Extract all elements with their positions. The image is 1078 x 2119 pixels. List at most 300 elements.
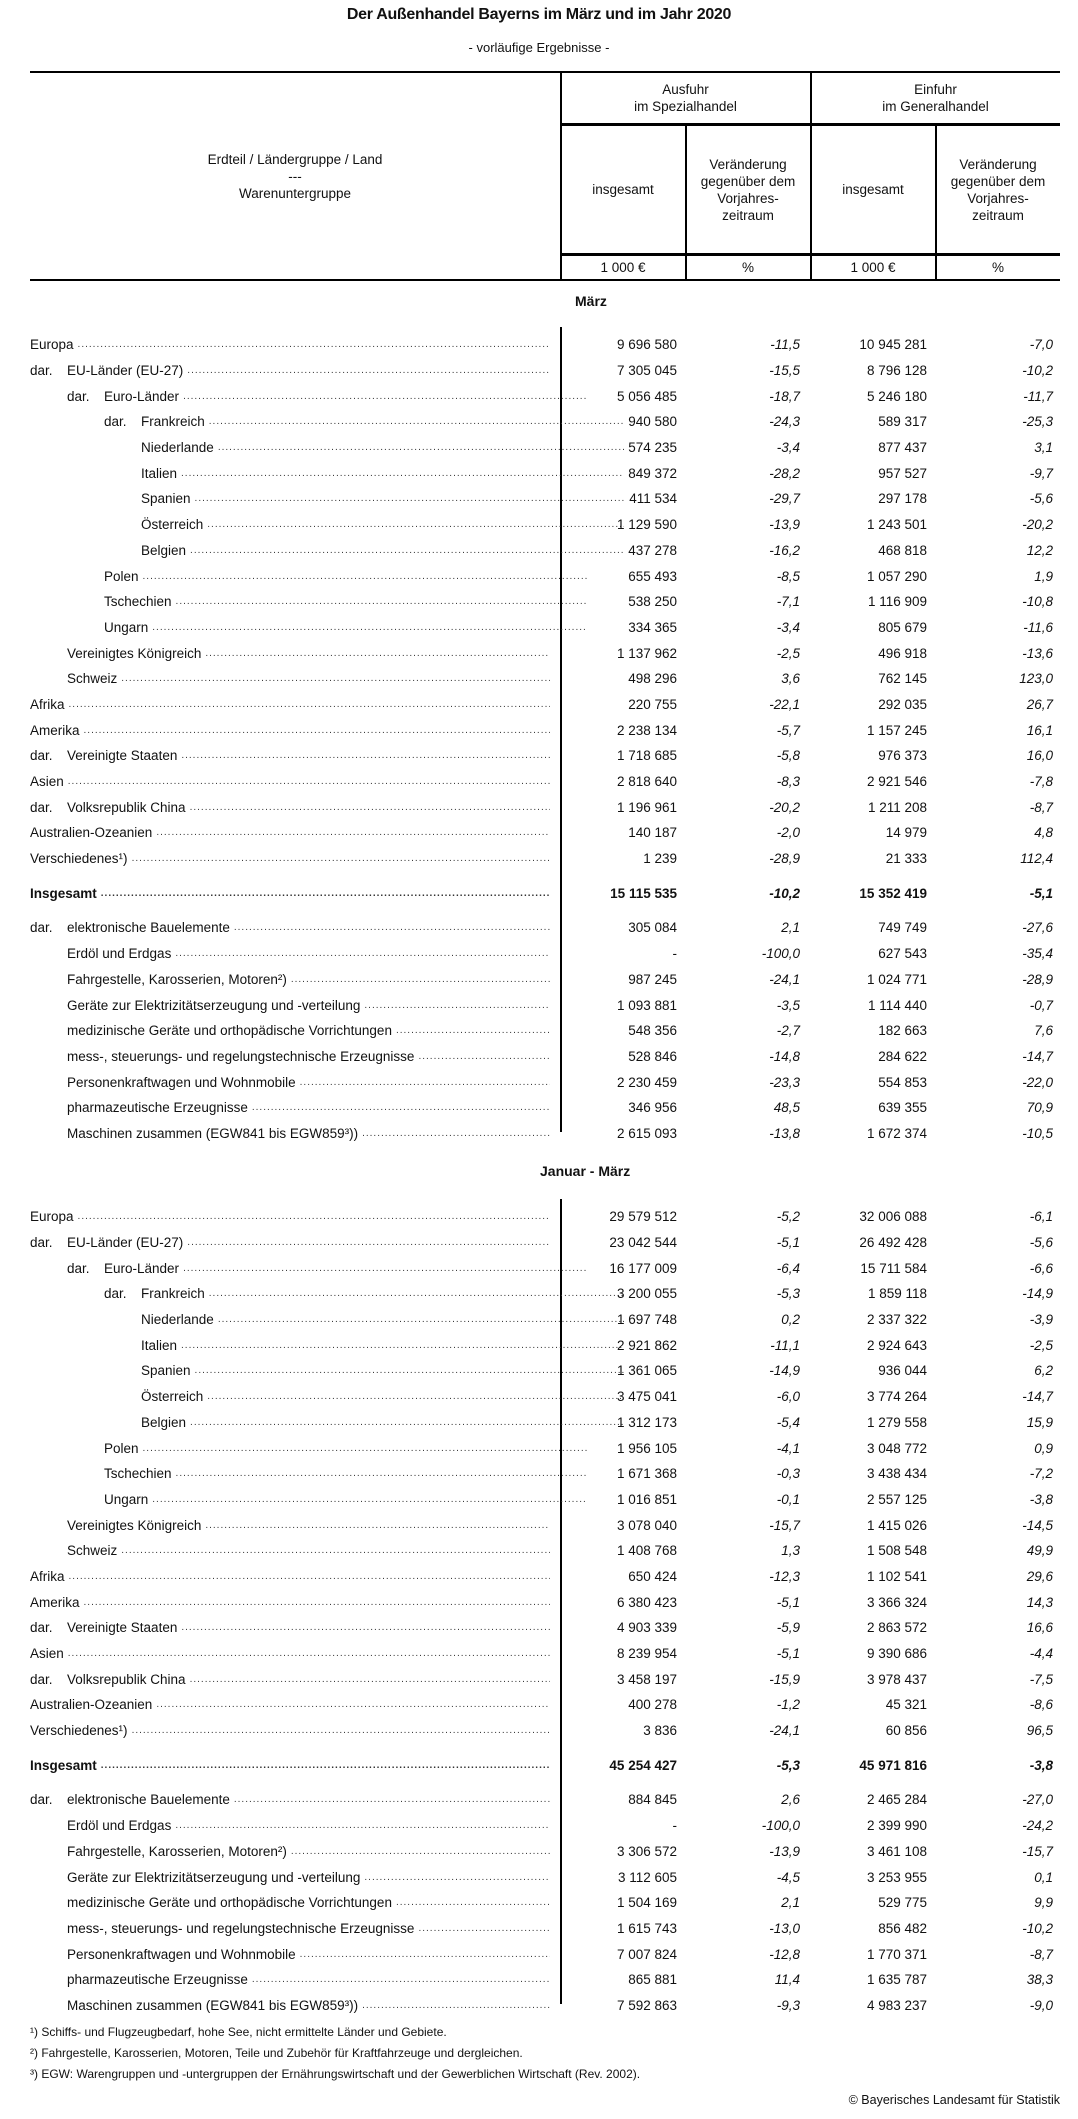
table-row bbox=[30, 1358, 1060, 1384]
export-value: 23 042 544 bbox=[609, 1235, 677, 1251]
table-row bbox=[30, 332, 1060, 358]
export-value: 5 056 485 bbox=[616, 388, 677, 404]
import-change: -10,5 bbox=[1022, 1125, 1053, 1141]
export-value: 346 956 bbox=[628, 1100, 677, 1116]
row-label bbox=[30, 1209, 550, 1224]
row-label bbox=[30, 1870, 550, 1885]
row-label-text: Erdöl und Erdgas bbox=[67, 1818, 172, 1834]
export-value: 1 137 962 bbox=[616, 645, 677, 661]
table-row bbox=[30, 1615, 1060, 1641]
leader-dots bbox=[181, 750, 550, 761]
export-value: 437 278 bbox=[628, 542, 677, 558]
export-value: 865 881 bbox=[628, 1972, 677, 1988]
footnotes bbox=[30, 2022, 640, 2085]
import-change: 12,2 bbox=[1026, 542, 1053, 558]
import-value: 1 102 541 bbox=[866, 1568, 927, 1584]
leader-dots bbox=[190, 802, 550, 813]
import-value: 21 333 bbox=[885, 851, 927, 867]
export-change: -28,2 bbox=[769, 465, 800, 481]
export-change: -5,7 bbox=[776, 722, 800, 738]
row-label bbox=[30, 1697, 550, 1712]
row-label-text: Maschinen zusammen (EGW841 bis EGW859³)) bbox=[67, 1125, 359, 1141]
row-label bbox=[30, 1415, 624, 1430]
table-row bbox=[30, 1787, 1060, 1813]
row-label-text: Tschechien bbox=[104, 1466, 172, 1482]
row-label-text: elektronische Bauelemente bbox=[67, 1792, 230, 1808]
import-change: -3,8 bbox=[1029, 1757, 1053, 1773]
leader-dots bbox=[300, 1077, 550, 1088]
table-row bbox=[30, 1230, 1060, 1256]
export-value: 655 493 bbox=[628, 568, 677, 584]
leader-dots bbox=[396, 1025, 550, 1036]
footnote-3: ³) EGW: Warengruppen und -untergruppen der Ernährungswirtschaft und der Gewerblichen Wirtschaft (Rev. 2002). bbox=[30, 2067, 641, 2081]
row-label bbox=[30, 723, 550, 738]
row-label-text: Polen bbox=[104, 568, 139, 584]
unit-pct-import: % bbox=[991, 260, 1004, 275]
row-label-header-line: Erdteil / Ländergruppe / Land bbox=[207, 151, 383, 167]
leader-dots bbox=[156, 827, 550, 838]
export-change: -11,1 bbox=[770, 1337, 800, 1353]
row-prefix: dar. bbox=[30, 363, 53, 379]
change-header-line: Vorjahres- bbox=[967, 190, 1029, 206]
row-prefix: dar. bbox=[67, 388, 90, 404]
row-label bbox=[30, 946, 550, 961]
leader-dots bbox=[252, 1102, 550, 1113]
table-row bbox=[30, 717, 1060, 743]
import-value: 2 337 322 bbox=[866, 1312, 927, 1328]
row-label-text: Österreich bbox=[141, 517, 204, 533]
import-change: -10,2 bbox=[1022, 1920, 1053, 1936]
row-label-text: Insgesamt bbox=[30, 885, 97, 901]
table-row bbox=[30, 1487, 1060, 1513]
table-row bbox=[30, 1752, 1060, 1778]
import-value: 468 818 bbox=[878, 542, 927, 558]
import-value: 26 492 428 bbox=[859, 1235, 927, 1251]
import-change: -4,4 bbox=[1029, 1646, 1053, 1662]
row-label-text: Volksrepublik China bbox=[67, 799, 186, 815]
export-value: 538 250 bbox=[628, 594, 677, 610]
export-value: 3 306 572 bbox=[616, 1843, 677, 1859]
change-header-line: zeitraum bbox=[972, 207, 1024, 223]
row-label bbox=[30, 517, 624, 532]
import-change: -11,6 bbox=[1023, 619, 1053, 635]
export-change: -15,7 bbox=[769, 1517, 800, 1533]
table-row bbox=[30, 769, 1060, 795]
import-change: -14,5 bbox=[1022, 1517, 1053, 1533]
row-label bbox=[30, 1518, 550, 1533]
export-value: 45 254 427 bbox=[609, 1757, 677, 1773]
import-change: 16,6 bbox=[1026, 1620, 1053, 1636]
table-row bbox=[30, 1255, 1060, 1281]
row-label-text: Amerika bbox=[30, 722, 80, 738]
export-change: -0,1 bbox=[776, 1491, 800, 1507]
import-value: 2 924 643 bbox=[866, 1337, 927, 1353]
table-row bbox=[30, 1384, 1060, 1410]
import-change: 6,2 bbox=[1034, 1363, 1053, 1379]
leader-dots bbox=[143, 1443, 587, 1454]
row-label bbox=[30, 1441, 587, 1456]
leader-dots bbox=[121, 1545, 550, 1556]
row-label bbox=[30, 1595, 550, 1610]
export-value: 4 903 339 bbox=[616, 1620, 677, 1636]
row-label bbox=[30, 1723, 550, 1738]
export-value: 1 312 173 bbox=[616, 1414, 677, 1430]
export-value: 1 697 748 bbox=[616, 1312, 677, 1328]
change-header-line: Veränderung bbox=[709, 156, 787, 172]
import-change: 14,3 bbox=[1026, 1594, 1053, 1610]
import-value: 957 527 bbox=[878, 465, 927, 481]
leader-dots bbox=[362, 1128, 550, 1139]
import-change: 49,9 bbox=[1026, 1543, 1053, 1559]
import-value: 1 279 558 bbox=[866, 1414, 927, 1430]
import-value: 1 243 501 bbox=[866, 517, 927, 533]
row-label bbox=[30, 1286, 624, 1301]
export-value: 528 846 bbox=[628, 1048, 677, 1064]
row-label bbox=[30, 972, 550, 987]
import-value: 1 770 371 bbox=[866, 1946, 927, 1962]
export-change: -3,4 bbox=[776, 440, 800, 456]
export-change: -2,5 bbox=[776, 645, 800, 661]
import-change: -3,9 bbox=[1029, 1312, 1053, 1328]
leader-dots bbox=[418, 1923, 550, 1934]
import-value: 3 048 772 bbox=[866, 1440, 927, 1456]
table-row bbox=[30, 512, 1060, 538]
table-row bbox=[30, 1281, 1060, 1307]
export-value: 1 956 105 bbox=[616, 1440, 677, 1456]
import-change: 9,9 bbox=[1034, 1895, 1053, 1911]
row-label bbox=[30, 1023, 550, 1038]
leader-dots bbox=[156, 1699, 550, 1710]
row-label bbox=[30, 466, 624, 481]
leader-dots bbox=[205, 1520, 550, 1531]
export-change: -6,4 bbox=[776, 1260, 800, 1276]
export-value: 220 755 bbox=[628, 696, 677, 712]
export-value: - bbox=[672, 1818, 677, 1834]
import-change: 29,6 bbox=[1026, 1568, 1053, 1584]
export-value: 1 504 169 bbox=[616, 1895, 677, 1911]
import-change: -14,7 bbox=[1022, 1048, 1053, 1064]
row-label-header-line: Warenuntergruppe bbox=[238, 185, 352, 201]
row-prefix: dar. bbox=[30, 1792, 53, 1808]
import-value: 1 635 787 bbox=[866, 1972, 927, 1988]
import-change: 38,3 bbox=[1026, 1972, 1053, 1988]
row-label bbox=[30, 920, 550, 935]
table-row bbox=[30, 1666, 1060, 1692]
row-label bbox=[30, 1672, 550, 1687]
import-value: 2 557 125 bbox=[866, 1491, 927, 1507]
row-label-text: Tschechien bbox=[104, 594, 172, 610]
export-value: 7 007 824 bbox=[616, 1946, 677, 1962]
row-label bbox=[30, 1075, 550, 1090]
export-group-line: Ausfuhr bbox=[662, 82, 709, 97]
row-label bbox=[30, 389, 587, 404]
export-value: 2 238 134 bbox=[616, 722, 677, 738]
export-change: -6,0 bbox=[776, 1389, 800, 1405]
import-value: 877 437 bbox=[878, 440, 927, 456]
row-label bbox=[30, 1312, 624, 1327]
export-change: 11,4 bbox=[774, 1972, 800, 1988]
export-value: 1 093 881 bbox=[616, 997, 677, 1013]
export-change: -13,9 bbox=[769, 517, 800, 533]
import-change: -15,7 bbox=[1022, 1843, 1053, 1859]
row-label-text: Belgien bbox=[141, 1414, 187, 1430]
section-title-januar-maerz: Januar - März bbox=[540, 1163, 631, 1179]
import-group-line: im Generalhandel bbox=[882, 99, 989, 114]
export-value: 498 296 bbox=[628, 671, 677, 687]
export-change: -16,2 bbox=[769, 542, 800, 558]
leader-dots bbox=[176, 1468, 587, 1479]
export-change: -13,9 bbox=[769, 1843, 800, 1859]
import-change: 3,1 bbox=[1034, 440, 1053, 456]
table-row bbox=[30, 967, 1060, 993]
export-change: 2,6 bbox=[781, 1792, 800, 1808]
export-value: 334 365 bbox=[628, 619, 677, 635]
import-value: 3 978 437 bbox=[866, 1671, 927, 1687]
leader-dots bbox=[84, 725, 550, 736]
row-label bbox=[30, 1844, 550, 1859]
table-row bbox=[30, 435, 1060, 461]
change-header-line: Veränderung bbox=[959, 156, 1037, 172]
import-change: 96,5 bbox=[1026, 1723, 1053, 1739]
table-row bbox=[30, 1121, 1060, 1147]
export-change: -18,7 bbox=[769, 388, 800, 404]
export-change: -3,4 bbox=[776, 619, 800, 635]
row-label bbox=[30, 646, 550, 661]
row-prefix: dar. bbox=[30, 920, 53, 936]
row-label-text: Ungarn bbox=[104, 619, 149, 635]
import-value: 805 679 bbox=[878, 619, 927, 635]
leader-dots bbox=[190, 1417, 624, 1428]
row-label-text: Personenkraftwagen und Wohnmobile bbox=[67, 1946, 296, 1962]
export-value: 2 615 093 bbox=[616, 1125, 677, 1141]
table-header bbox=[30, 71, 1060, 281]
export-change: -24,3 bbox=[769, 414, 800, 430]
import-value: 1 057 290 bbox=[866, 568, 927, 584]
export-change: -10,2 bbox=[769, 885, 800, 901]
import-value: 1 859 118 bbox=[867, 1286, 927, 1302]
import-value: 1 415 026 bbox=[866, 1517, 927, 1533]
export-change: -5,1 bbox=[776, 1235, 800, 1251]
row-label-text: Schweiz bbox=[67, 1543, 118, 1559]
leader-dots bbox=[101, 1760, 550, 1771]
table-row bbox=[30, 1512, 1060, 1538]
export-change: -100,0 bbox=[761, 946, 800, 962]
row-prefix: dar. bbox=[30, 1235, 53, 1251]
row-label-text: Europa bbox=[30, 337, 74, 353]
import-value: 14 979 bbox=[885, 825, 927, 841]
export-value: 2 230 459 bbox=[616, 1074, 677, 1090]
import-change: -28,9 bbox=[1022, 971, 1053, 987]
import-value: 2 921 546 bbox=[866, 774, 927, 790]
row-label-text: Frankreich bbox=[141, 1286, 205, 1302]
export-change: -3,5 bbox=[776, 997, 800, 1013]
import-value: 15 711 584 bbox=[860, 1260, 927, 1276]
row-label bbox=[30, 697, 550, 712]
footnote-2: ²) Fahrgestelle, Karosserien, Motoren, Teile und Zubehör für Kraftfahrzeuge und dergleichen. bbox=[30, 2046, 523, 2060]
import-value: 639 355 bbox=[878, 1100, 927, 1116]
table-row bbox=[30, 1718, 1060, 1744]
leader-dots bbox=[291, 974, 550, 985]
table-row bbox=[30, 1813, 1060, 1839]
import-value: 936 044 bbox=[878, 1363, 927, 1379]
import-value: 1 157 245 bbox=[866, 722, 927, 738]
leader-dots bbox=[176, 596, 587, 607]
leader-dots bbox=[152, 1494, 587, 1505]
export-change: -0,3 bbox=[776, 1466, 800, 1482]
export-change: 48,5 bbox=[773, 1100, 800, 1116]
import-value: 45 321 bbox=[885, 1697, 927, 1713]
row-label bbox=[30, 1972, 550, 1987]
row-label-text: mess-, steuerungs- und regelungstechnische Erzeugnisse bbox=[67, 1920, 415, 1936]
section-rows-maerz bbox=[30, 332, 1060, 1146]
row-label-text: Euro-Länder bbox=[104, 388, 180, 404]
row-label bbox=[30, 1363, 624, 1378]
row-label bbox=[30, 1947, 550, 1962]
row-label-text: Niederlande bbox=[141, 440, 214, 456]
export-total-header: insgesamt bbox=[592, 182, 654, 197]
export-change: 2,1 bbox=[781, 920, 800, 936]
import-change: 15,9 bbox=[1026, 1414, 1053, 1430]
export-change: -9,3 bbox=[776, 1997, 800, 2013]
table-row bbox=[30, 1967, 1060, 1993]
table-row bbox=[30, 1941, 1060, 1967]
leader-dots bbox=[252, 1974, 550, 1985]
leader-dots bbox=[190, 1674, 550, 1685]
import-value: 15 352 419 bbox=[859, 885, 927, 901]
import-change: 123,0 bbox=[1019, 671, 1053, 687]
row-label-text: Australien-Ozeanien bbox=[30, 825, 153, 841]
row-label-text: Asien bbox=[30, 774, 64, 790]
import-value: 3 774 264 bbox=[866, 1389, 927, 1405]
row-prefix: dar. bbox=[104, 1286, 127, 1302]
import-value: 2 863 572 bbox=[866, 1620, 927, 1636]
table-row bbox=[30, 666, 1060, 692]
row-label-text: Belgien bbox=[141, 542, 187, 558]
row-prefix: dar. bbox=[67, 1260, 90, 1276]
table-row bbox=[30, 1538, 1060, 1564]
leader-dots bbox=[78, 339, 550, 350]
unit-value-import: 1 000 € bbox=[850, 260, 896, 275]
import-value: 749 749 bbox=[878, 920, 927, 936]
table-row bbox=[30, 409, 1060, 435]
export-change: -13,8 bbox=[769, 1125, 800, 1141]
export-change: -2,7 bbox=[776, 1023, 800, 1039]
table-row bbox=[30, 794, 1060, 820]
export-change: 0,2 bbox=[781, 1312, 800, 1328]
import-change: 0,9 bbox=[1034, 1440, 1053, 1456]
export-value: 987 245 bbox=[628, 971, 677, 987]
row-label-text: Fahrgestelle, Karosserien, Motoren²) bbox=[67, 1843, 287, 1859]
table-row bbox=[30, 1018, 1060, 1044]
export-value: 884 845 bbox=[628, 1792, 677, 1808]
row-label bbox=[30, 1921, 550, 1936]
import-change: 1,9 bbox=[1034, 568, 1053, 584]
export-value: 140 187 bbox=[628, 825, 677, 841]
row-prefix: dar. bbox=[30, 1671, 53, 1687]
import-value: 8 796 128 bbox=[866, 363, 927, 379]
row-label bbox=[30, 1998, 550, 2013]
row-label bbox=[30, 1261, 587, 1276]
export-value: 1 361 065 bbox=[616, 1363, 677, 1379]
row-label-text: Fahrgestelle, Karosserien, Motoren²) bbox=[67, 971, 287, 987]
leader-dots bbox=[234, 1794, 550, 1805]
row-label bbox=[30, 1818, 550, 1833]
export-change: -2,0 bbox=[776, 825, 800, 841]
import-change: 112,4 bbox=[1020, 851, 1053, 867]
row-label bbox=[30, 1543, 550, 1558]
export-change-header bbox=[686, 126, 810, 253]
row-label-text: Spanien bbox=[141, 491, 191, 507]
row-label-text: Österreich bbox=[141, 1389, 204, 1405]
leader-dots bbox=[175, 1820, 550, 1831]
import-change: 26,7 bbox=[1026, 696, 1053, 712]
table-row bbox=[30, 1044, 1060, 1070]
export-change: -5,1 bbox=[776, 1594, 800, 1610]
export-change: -15,9 bbox=[769, 1671, 800, 1687]
import-change: -7,5 bbox=[1029, 1671, 1053, 1687]
table-row bbox=[30, 820, 1060, 846]
table-row bbox=[30, 383, 1060, 409]
row-label bbox=[30, 851, 550, 866]
row-label-text: Afrika bbox=[30, 1568, 65, 1584]
row-label-text: Volksrepublik China bbox=[67, 1671, 186, 1687]
row-label bbox=[30, 440, 624, 455]
import-value: 2 465 284 bbox=[866, 1792, 927, 1808]
export-change: -5,3 bbox=[776, 1286, 800, 1302]
row-label-text: Afrika bbox=[30, 696, 65, 712]
row-label-text: Geräte zur Elektrizitätserzeugung und -verteilung bbox=[67, 997, 361, 1013]
leader-dots bbox=[291, 1846, 550, 1857]
table-row bbox=[30, 1839, 1060, 1865]
table-row bbox=[30, 1204, 1060, 1230]
export-value: 305 084 bbox=[628, 920, 677, 936]
table-row bbox=[30, 1890, 1060, 1916]
export-change: -23,3 bbox=[769, 1074, 800, 1090]
row-label bbox=[30, 1235, 550, 1250]
table-row bbox=[30, 460, 1060, 486]
table-row bbox=[30, 358, 1060, 384]
row-label-text: medizinische Geräte und orthopädische Vorrichtungen bbox=[67, 1895, 392, 1911]
table-row bbox=[30, 1564, 1060, 1590]
row-label-text: Frankreich bbox=[141, 414, 205, 430]
row-label bbox=[30, 1758, 550, 1773]
export-change: -24,1 bbox=[769, 971, 800, 987]
row-label-text: Italien bbox=[141, 465, 178, 481]
import-change: -3,8 bbox=[1029, 1491, 1053, 1507]
export-change: -4,5 bbox=[776, 1869, 800, 1885]
import-change: -10,8 bbox=[1022, 594, 1053, 610]
row-label-text: Erdöl und Erdgas bbox=[67, 946, 172, 962]
import-change: -20,2 bbox=[1022, 517, 1053, 533]
import-value: 32 006 088 bbox=[859, 1209, 927, 1225]
import-value: 2 399 990 bbox=[866, 1818, 927, 1834]
leader-dots bbox=[84, 1597, 550, 1608]
import-change: -13,6 bbox=[1022, 645, 1053, 661]
row-label-text: Ungarn bbox=[104, 1491, 149, 1507]
table-row bbox=[30, 538, 1060, 564]
leader-dots bbox=[121, 673, 550, 684]
row-label-text: Euro-Länder bbox=[104, 1260, 180, 1276]
import-change: 70,9 bbox=[1026, 1100, 1053, 1116]
row-label-text: Europa bbox=[30, 1209, 74, 1225]
import-value: 589 317 bbox=[878, 414, 927, 430]
table-row bbox=[30, 563, 1060, 589]
export-value: 1 615 743 bbox=[616, 1920, 677, 1936]
export-change: -5,2 bbox=[776, 1209, 800, 1225]
import-change: -22,0 bbox=[1022, 1074, 1053, 1090]
leader-dots bbox=[205, 648, 550, 659]
copyright: © Bayerisches Landesamt für Statistik bbox=[848, 2093, 1060, 2107]
